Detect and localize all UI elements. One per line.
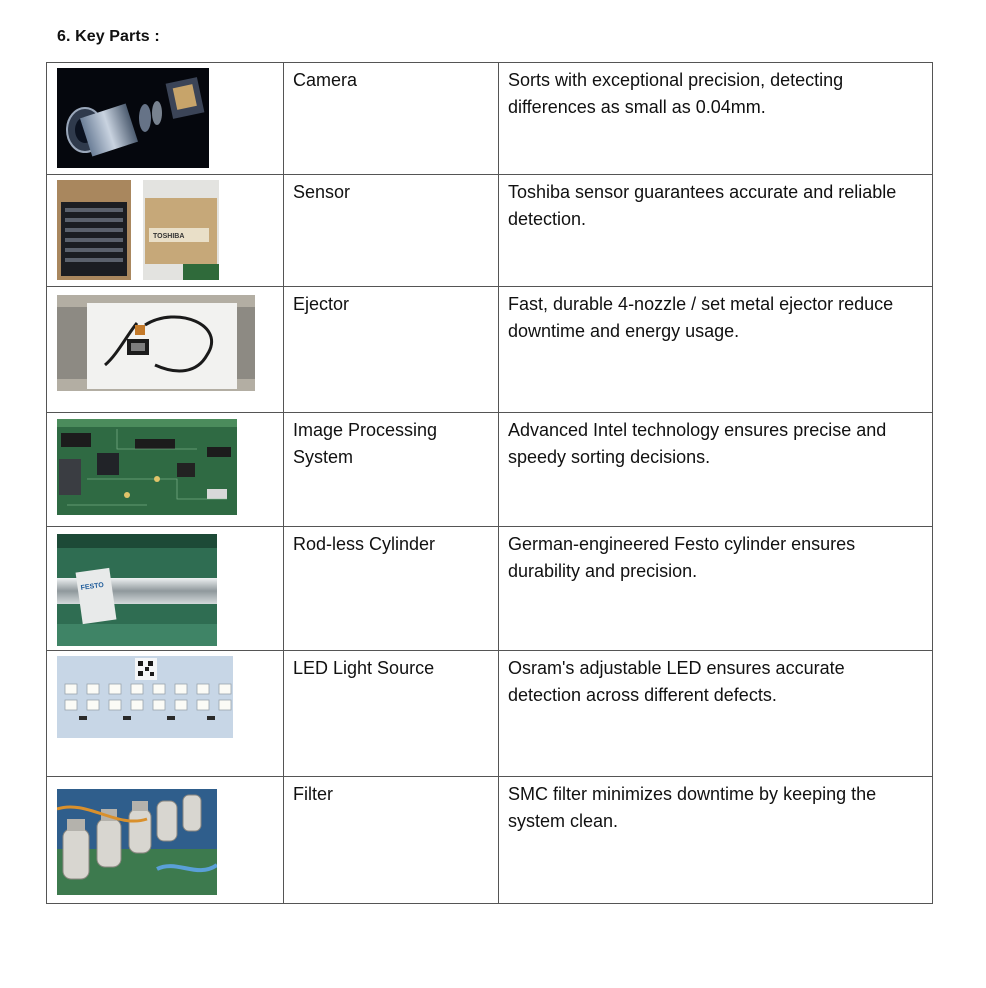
part-name-cell [284,651,499,777]
cylinder-photo [57,534,217,646]
table-row [47,413,933,527]
part-description-cell [499,527,933,651]
image-cell [47,175,284,287]
table-row [47,651,933,777]
table-row [47,527,933,651]
image-cell [47,651,284,777]
part-name: Filter [293,784,333,804]
part-name-cell [284,777,499,904]
part-description-cell [499,777,933,904]
part-name: Sensor [293,182,351,202]
image-cell [47,413,284,527]
toshiba-label: TOSHIBA [153,233,185,240]
table-row [47,63,933,175]
image-cell [47,63,284,175]
part-name: Ejector [293,294,350,314]
circuit-board-photo [57,419,237,515]
part-description: SMC filter minimizes downtime by keeping the system clean. [508,784,877,831]
part-name-cell [284,413,499,527]
ejector-photo [57,295,255,391]
filter-photo [57,789,217,895]
part-description-cell [499,63,933,175]
part-name: Camera [293,70,358,90]
part-description: Sorts with exceptional precision, detecting differences as small as 0.04mm. [508,70,844,117]
part-name: Image Processing System [293,420,438,467]
table-row [47,777,933,904]
part-description-cell [499,175,933,287]
part-name: LED Light Source [293,658,435,678]
part-description-cell [499,651,933,777]
part-description-cell [499,287,933,413]
key-parts-table [46,62,933,904]
sensor-tray-photo [57,180,131,280]
sensor-box-photo [143,180,219,280]
image-cell [47,287,284,413]
led-board-photo [57,656,233,738]
table-row [47,287,933,413]
table-row [47,175,933,287]
part-name-cell [284,527,499,651]
part-description: German-engineered Festo cylinder ensures durability and precision. [508,534,856,581]
camera-lens-photo [57,68,209,168]
part-description: Toshiba sensor guarantees accurate and reliable detection. [508,182,897,229]
image-cell [47,527,284,651]
image-cell [47,777,284,904]
part-name-cell [284,175,499,287]
part-name-cell [284,63,499,175]
part-name: Rod-less Cylinder [293,534,436,554]
part-description: Fast, durable 4-nozzle / set metal ejector reduce downtime and energy usage. [508,294,894,341]
section-heading: 6. Key Parts : [57,28,160,45]
part-name-cell [284,287,499,413]
festo-label: FESTO [80,581,105,593]
part-description: Advanced Intel technology ensures precise and speedy sorting decisions. [508,420,887,467]
part-description: Osram's adjustable LED ensures accurate detection across different defects. [508,658,845,705]
part-description-cell [499,413,933,527]
